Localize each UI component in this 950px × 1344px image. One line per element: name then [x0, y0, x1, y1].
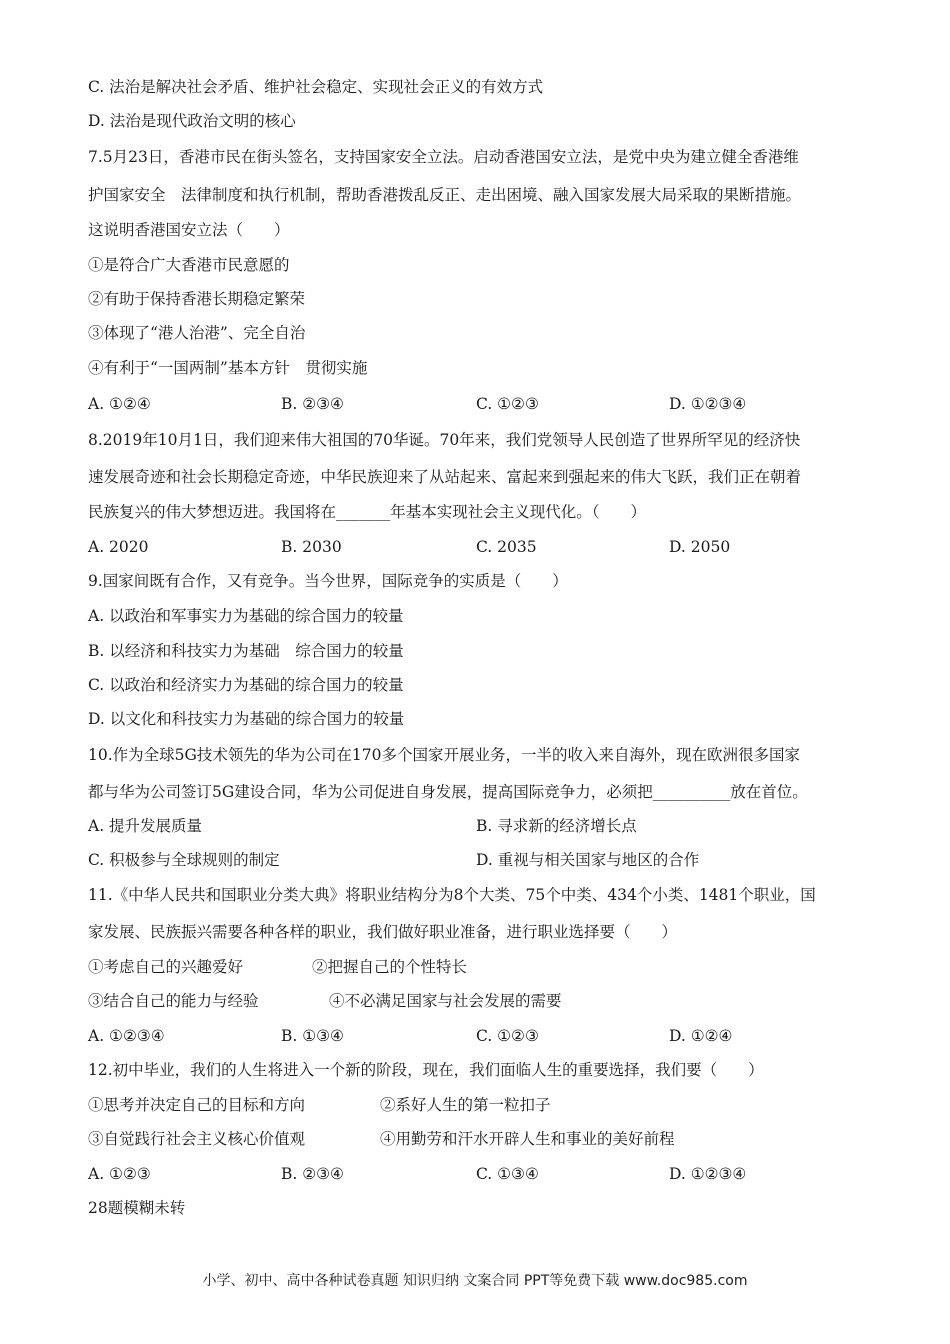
q12-statement-4: ④用勤劳和汗水开辟人生和事业的美好前程	[380, 1130, 675, 1148]
q10-stem-line1: 10.作为全球5G技术领先的华为公司在170多个国家开展业务，一半的收入来自海外，现在欧洲很多国家	[88, 746, 800, 764]
q8-option-d: D. 2050	[669, 538, 731, 556]
q6-option-c: C. 法治是解决社会矛盾、维护社会稳定、实现社会正义的有效方式	[88, 78, 544, 96]
q10-option-c: C. 积极参与全球规则的制定	[88, 851, 280, 869]
q10-option-a: A. 提升发展质量	[88, 817, 203, 835]
q11-option-c: C. ①②③	[476, 1027, 539, 1045]
q8-option-c: C. 2035	[476, 538, 537, 556]
q8-option-a: A. 2020	[88, 538, 149, 556]
q6-option-d: D. 法治是现代政治文明的核心	[88, 112, 296, 130]
q12-statement-3: ③自觉践行社会主义核心价值观	[88, 1130, 306, 1148]
q11-option-a: A. ①②③④	[88, 1027, 165, 1045]
q10-stem-line2: 都与华为公司签订5G建设合同，华为公司促进自身发展，提高国际竞争力，必须把__________放在首位。	[88, 783, 808, 801]
q7-stem-line1: 7.5月23日，香港市民在街头签名，支持国家安全立法。启动香港国安立法，是党中央为建立健全香港维	[88, 148, 799, 166]
q7-stem-line3: 这说明香港国安立法（ ）	[88, 221, 290, 239]
q11-statement-2: ②把握自己的个性特长	[312, 958, 468, 976]
q9-option-d: D. 以文化和科技实力为基础的综合国力的较量	[88, 710, 405, 728]
q12-stem: 12.初中毕业，我们的人生将进入一个新的阶段，现在，我们面临人生的重要选择，我们要（ ）	[88, 1061, 764, 1079]
q9-stem: 9.国家间既有合作，又有竞争。当今世界，国际竞争的实质是（ ）	[88, 572, 568, 590]
q9-option-b: B. 以经济和科技实力为基础 综合国力的较量	[88, 642, 404, 660]
q7-option-d: D. ①②③④	[669, 395, 747, 413]
q12-option-a: A. ①②③	[88, 1165, 151, 1183]
q11-statement-4: ④不必满足国家与社会发展的需要	[329, 992, 562, 1010]
q8-stem-line1: 8.2019年10月1日，我们迎来伟大祖国的70华诞。70年来，我们党领导人民创造了世界所罕见的经济快	[88, 431, 801, 449]
q12-option-b: B. ②③④	[281, 1165, 344, 1183]
q10-option-b: B. 寻求新的经济增长点	[476, 817, 637, 835]
q7-option-b: B. ②③④	[281, 395, 344, 413]
q7-statement-2: ②有助于保持香港长期稳定繁荣	[88, 290, 306, 308]
q7-option-a: A. ①②④	[88, 395, 151, 413]
q7-stem-line2: 护国家安全 法律制度和执行机制，帮助香港拨乱反正、走出困境、融入国家发展大局采取的果断措施。	[88, 186, 802, 204]
q8-stem-line3: 民族复兴的伟大梦想迈进。我国将在_______年基本实现社会主义现代化。（ ）	[88, 503, 647, 521]
q10-option-d: D. 重视与相关国家与地区的合作	[476, 851, 700, 869]
page-footer: 小学、初中、高中各种试卷真题 知识归纳 文案合同 PPT等免费下载 www.doc985.com	[202, 1273, 748, 1289]
q11-statement-3: ③结合自己的能力与经验	[88, 992, 259, 1010]
q7-statement-4: ④有利于“一国两制”基本方针 贯彻实施	[88, 359, 368, 377]
q8-stem-line2: 速发展奇迹和社会长期稳定奇迹，中华民族迎来了从站起来、富起来到强起来的伟大飞跃，我们正在朝着	[88, 468, 802, 486]
q12-option-d: D. ①②③④	[669, 1165, 747, 1183]
q12-option-c: C. ①③④	[476, 1165, 539, 1183]
q11-option-b: B. ①③④	[281, 1027, 344, 1045]
untranscribed-note: 28题模糊未转	[88, 1199, 186, 1217]
q12-statement-2: ②系好人生的第一粒扣子	[380, 1096, 551, 1114]
q7-statement-3: ③体现了“港人治港”、完全自治	[88, 324, 306, 342]
q9-option-c: C. 以政治和经济实力为基础的综合国力的较量	[88, 676, 404, 694]
q11-stem-line2: 家发展、民族振兴需要各种各样的职业，我们做好职业准备，进行职业选择要（ ）	[88, 923, 678, 941]
q12-statement-1: ①思考并决定自己的目标和方向	[88, 1096, 306, 1114]
q8-option-b: B. 2030	[281, 538, 342, 556]
q11-statement-1: ①考虑自己的兴趣爱好	[88, 958, 244, 976]
q7-option-c: C. ①②③	[476, 395, 539, 413]
q11-option-d: D. ①②④	[669, 1027, 733, 1045]
q7-statement-1: ①是符合广大香港市民意愿的	[88, 256, 290, 274]
q9-option-a: A. 以政治和军事实力为基础的综合国力的较量	[88, 607, 404, 625]
q11-stem-line1: 11.《中华人民共和国职业分类大典》将职业结构分为8个大类、75个中类、434个小类、1481个职业，国	[88, 886, 816, 904]
